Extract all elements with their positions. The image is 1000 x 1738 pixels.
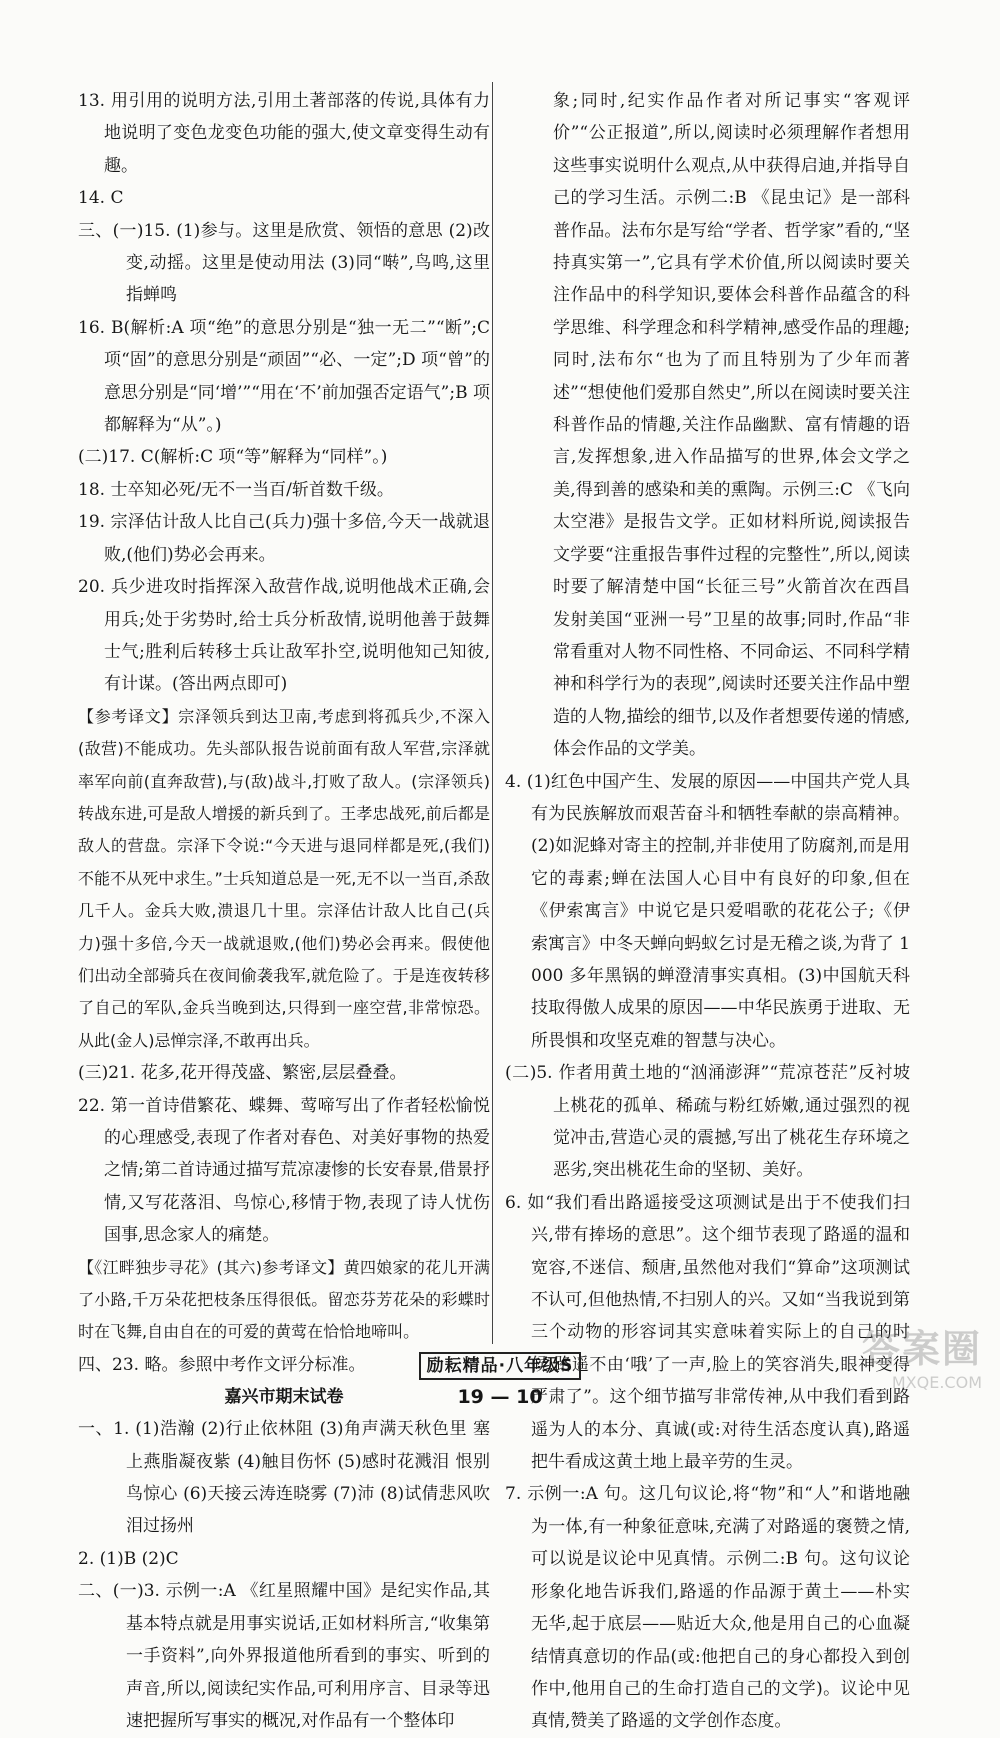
answer-item: 2. (1)B (2)C — [78, 1548, 179, 1569]
answer-item: 4. (1)红色中国产生、发展的原因——中国共产党人具有为民族解放而艰苦奋斗和牺牲奉献的崇高精神。(2)如泥蜂对寄主的控制,并非使用了防腐剂,而是用它的毒素;蝉在法国人心目中有良好的印象,但在《伊索寓言》中说它是只爱唱歌的花花公子;《伊索寓言》中冬天蝉向蚂蚁乞讨是无稽之谈,为背了 1 000 多年黑锅的蝉澄清事实真相。(3)中国航天科技取得傲人成果的原因——中华民族勇于进取、无所畏惧和攻坚克难的智慧与决心。 — [505, 771, 910, 1051]
answer-item: 一、1. (1)浩瀚 (2)行止依林阻 (3)角声满天秋色里 塞上燕脂凝夜紫 (4)触目伤怀 (5)感时花溅泪 恨别鸟惊心 (6)天接云涛连晓雾 (7)沛 (8)试倩悲风吹泪过扬州 — [78, 1419, 490, 1537]
answer-item: 三、(一)15. (1)参与。这里是欣赏、领悟的意思 (2)改变,动摇。这里是使动用法 (3)同“啭”,鸟鸣,这里指蝉鸣 — [78, 220, 490, 306]
watermark — [862, 1318, 982, 1392]
exam-section-title: 嘉兴市期末试卷 — [224, 1387, 344, 1408]
page-footer — [0, 1352, 1000, 1408]
answer-item: 18. 士卒知必死/无不一当百/斩首数千级。 — [78, 479, 394, 500]
answer-item: 13. 用引用的说明方法,引用土著部落的传说,具体有力地说明了变色龙变色功能的强大,使文章变得生动有趣。 — [78, 91, 490, 176]
answer-item: (二)5. 作者用黄土地的“汹涌澎湃”“荒凉苍茫”反衬坡上桃花的孤单、稀疏与粉红娇嫩,通过强烈的视觉冲击,营造心灵的震撼,写出了桃花生存环境之恶劣,突出桃花生命的坚韧、美好。 — [505, 1063, 910, 1181]
column-divider — [492, 82, 493, 1344]
answer-item: 象;同时,纪实作品作者对所记事实“客观评价”“公正报道”,所以,阅读时必须理解作者想用这些事实说明什么观点,从中获得启迪,并指导自己的学习生活。示例二:B 《昆虫记》是一部科普作品。法布尔是写给“学者、哲学家”看的,“坚持真实第一”,它具有学术价值,所以阅读时要关注作品中的科学知识,要体会科普作品蕴含的科学思维、科学理念和科学精神,感受作品的理趣;同时,法布尔“也为了而且特别为了少年而著述”“想使他们爱那自然史”,所以在阅读时要关注科普作品的情趣,关注作品幽默、富有情趣的语言,发挥想象,进入作品描写的世界,体会文学之美,得到善的感染和美的熏陶。示例三:C 《飞向太空港》是报告文学。正如材料所说,阅读报告文学要“注重报告事件过程的完整性”,所以,阅读时要了解清楚中国“长征三号”火箭首次在西昌发射美国“亚洲一号”卫星的故事;同时,作品“非常看重对人物不同性格、不同命运、不同科学精神和科学行为的表现”,阅读时还要关注作品中塑造的人物,描绘的细节,以及作者想要传递的情感,体会作品的文学美。 — [553, 91, 910, 760]
brand-logo: 励耘精品·八年级S — [419, 1352, 582, 1380]
watermark-url: MXQE.COM — [891, 1373, 982, 1392]
watermark-logo: 答案圈 — [861, 1327, 982, 1371]
answer-item: 6. 如“我们看出路遥接受这项测试是出于不使我们扫兴,带有捧场的意思”。这个细节表现了路遥的温和宽容,不迷信、颓唐,虽然他对我们“算命”这项测试不认可,但他热情,不扫别人的兴。又如“当我说到第三个动物的形容词其实意味着实际上的自己的时候,路遥不由‘哦’了一声,脸上的笑容消失,眼神变得严肃了”。这个细节描写非常传神,从中我们看到路遥为人的本分、真诚(或:对待生活态度认真),路遥把牛看成这黄土地上最辛劳的生灵。 — [505, 1192, 910, 1473]
answer-item: (二)17. C(解析:C 项“等”解释为“同样”。) — [78, 447, 388, 468]
answer-item: 16. B(解析:A 项“绝”的意思分别是“独一无二”“断”;C 项“固”的意思分别是“顽固”“必、一定”;D 项“曾”的意思分别是“同‘增’”“用在‘不’前加强否定语气”;B 项都解释为“从”。) — [78, 317, 491, 436]
answer-item: (三)21. 花多,花开得茂盛、繁密,层层叠叠。 — [78, 1063, 407, 1084]
answer-item: 二、(一)3. 示例一:A 《红星照耀中国》是纪实作品,其基本特点就是用事实说话,正如材料所言,“收集第一手资料”,向外界报道他所看到的事实、听到的声音,所以,阅读纪实作品,可利用序言、目录等迅速把握所写事实的概况,对作品有一个整体印 — [78, 1581, 490, 1731]
right-column — [505, 85, 910, 1738]
answer-item: 7. 示例一:A 句。这几句议论,将“物”和“人”和谐地融为一体,有一种象征意味,充满了对路遥的褒赞之情,可以说是议论中见真情。示例二:B 句。这句议论形象化地告诉我们,路遥的作品源于黄土——朴实无华,起于底层——贴近大众,他是用自己的心血凝结情真意切的作品(或:他把自己的身心都投入到创作中,他用自己的生命打造自己的文学)。议论中见真情,赞美了路遥的文学创作态度。 — [505, 1484, 910, 1732]
answer-item: 四、23. 略。参照中考作文评分标准。 — [78, 1354, 366, 1375]
answer-item: 20. 兵少进攻时指挥深入敌营作战,说明他战术正确,会用兵;处于劣势时,给士兵分析敌情,说明他善于鼓舞士气;胜利后转移士兵让敌军扑空,说明他知己知彼,有计谋。(答出两点即可) — [78, 577, 490, 695]
answer-item: 22. 第一首诗借繁花、蝶舞、莺啼写出了作者轻松愉悦的心理感受,表现了作者对春色、对美好事物的热爱之情;第二首诗通过描写荒凉凄惨的长安春景,借景抒情,又写花落泪、鸟惊心,移情于物,表现了诗人忧伤国事,思念家人的痛楚。 — [78, 1095, 490, 1246]
translation-paragraph: 【《江畔独步寻花》(其六)参考译文】黄四娘家的花儿开满了小路,千万朵花把枝条压得很低。留恋芬芳花朵的彩蝶时时在飞舞,自由自在的可爱的黄莺在恰恰地啼叫。 — [78, 1257, 490, 1342]
answer-item: 19. 宗泽估计敌人比自己(兵力)强十多倍,今天一战就退败,(他们)势必会再来。 — [78, 512, 490, 565]
left-column — [78, 85, 490, 1737]
answer-item: 14. C — [78, 188, 124, 209]
page-number: 19 — 10 — [457, 1386, 543, 1408]
translation-paragraph: 【参考译文】宗泽领兵到达卫南,考虑到将孤兵少,不深入(敌营)不能成功。先头部队报告说前面有敌人军营,宗泽就率军向前(直奔敌营),与(敌)战斗,打败了敌人。(宗泽领兵)转战东进,可是敌人增援的新兵到了。王孝忠战死,前后都是敌人的营盘。宗泽下令说:“今天进与退同样都是死,(我们)不能不从死中求生。”士兵知道总是一死,无不以一当百,杀敌几千人。金兵大败,溃退几十里。宗泽估计敌人比自己(兵力)强十多倍,今天一战就退败,(他们)势必会再来。假使他们出动全部骑兵在夜间偷袭我军,就危险了。于是连夜转移了自己的军队,金兵当晚到达,只得到一座空营,非常惊恐。从此(金人)忌惮宗泽,不敢再出兵。 — [78, 706, 490, 1050]
